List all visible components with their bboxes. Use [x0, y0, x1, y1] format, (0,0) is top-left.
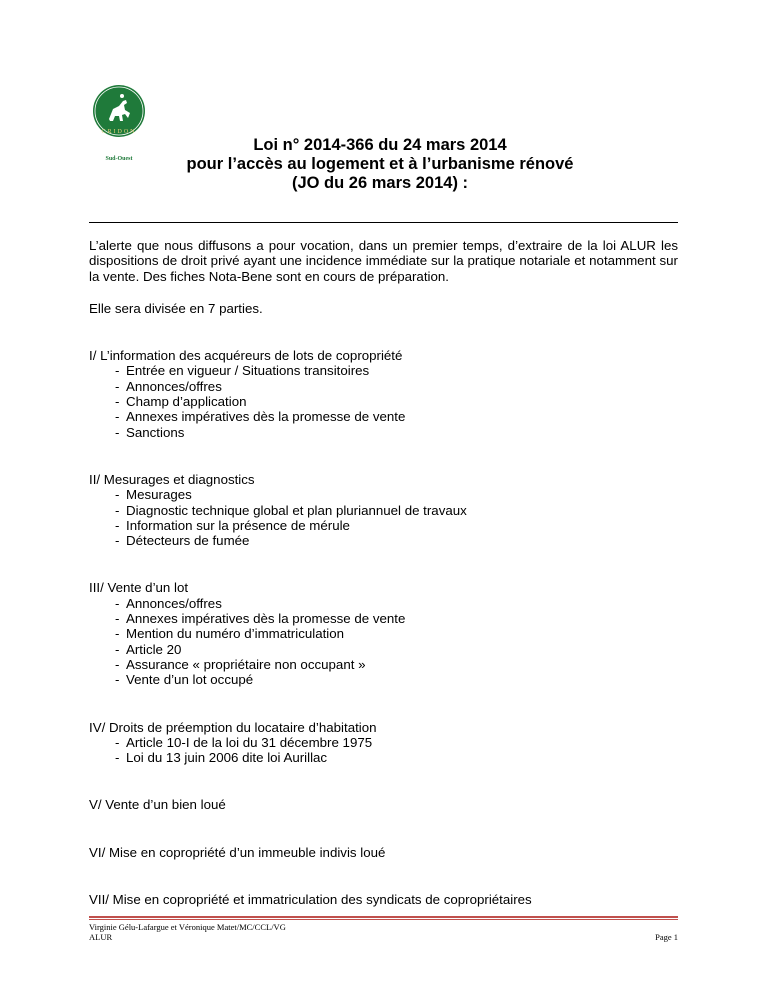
svg-text:CRIDON: CRIDON — [101, 129, 137, 135]
list-item: - Annexes impératives dès la promesse de vente — [89, 611, 678, 626]
section-3 — [89, 580, 678, 687]
list-item: - Annexes impératives dès la promesse de vente — [89, 409, 678, 424]
page-number: Page 1 — [655, 932, 678, 942]
section-5 — [89, 797, 678, 812]
title-line-2: pour l’accès au logement et à l’urbanisme rénové — [186, 155, 574, 173]
section-title: I/ L’information des acquéreurs de lots de copropriété — [89, 348, 403, 364]
section-title: IV/ Droits de préemption du locataire d’habitation — [89, 719, 377, 735]
logo-subtitle: Sud-Ouest — [105, 156, 133, 162]
title-divider — [89, 222, 678, 223]
footer-rule-thin — [89, 919, 678, 920]
list-item: - Information sur la présence de mérule — [89, 518, 678, 533]
section-title: VI/ Mise en copropriété d’un immeuble indivis loué — [89, 844, 386, 860]
list-item: - Mention du numéro d’immatriculation — [89, 626, 678, 641]
list-item: - Annonces/offres — [89, 379, 678, 394]
list-item: - Mesurages — [89, 487, 678, 502]
section-7 — [89, 892, 678, 907]
list-item: - Article 20 — [89, 642, 678, 657]
section-title: VII/ Mise en copropriété et immatriculation des syndicats de copropriétaires — [89, 892, 532, 908]
cridon-logo — [89, 83, 149, 162]
list-item: - Loi du 13 juin 2006 dite loi Aurillac — [89, 750, 678, 765]
section-title: III/ Vente d’un lot — [89, 580, 189, 596]
intro-paragraph: L’alerte que nous diffusons a pour vocation, dans un premier temps, d’extraire de la loi ALUR les dispositions de droit privé ayant une incidence immédiate sur la pratique notariale et notamment sur la vente. Des fiches Nota-Bene sont en cours de préparation. — [89, 238, 678, 284]
list-item: - Vente d’un lot occupé — [89, 672, 678, 687]
footer-rule — [89, 916, 678, 918]
list-item: - Détecteurs de fumée — [89, 533, 678, 548]
title-line-1: Loi n° 2014-366 du 24 mars 2014 — [253, 136, 507, 154]
title-line-3: (JO du 26 mars 2014) : — [291, 174, 469, 192]
list-item: - Entrée en vigueur / Situations transitoires — [89, 363, 678, 378]
section-title: V/ Vente d’un bien loué — [89, 797, 226, 813]
page-footer — [89, 922, 678, 942]
document-title — [150, 136, 610, 193]
section-2 — [89, 472, 678, 548]
list-item: - Annonces/offres — [89, 596, 678, 611]
section-4 — [89, 720, 678, 766]
section-title: II/ Mesurages et diagnostics — [89, 471, 255, 487]
footer-doc: ALUR — [89, 932, 113, 942]
list-item: - Champ d’application — [89, 394, 678, 409]
footer-authors: Virginie Gélu-Lafargue et Véronique Matet/MC/CCL/VG — [89, 922, 286, 932]
section-6 — [89, 845, 678, 860]
parts-note: Elle sera divisée en 7 parties. — [89, 300, 263, 316]
list-item: - Diagnostic technique global et plan pluriannuel de travaux — [89, 503, 678, 518]
section-1 — [89, 348, 678, 440]
document-body — [89, 238, 678, 907]
list-item: - Sanctions — [89, 425, 678, 440]
list-item: - Article 10-I de la loi du 31 décembre 1975 — [89, 735, 678, 750]
list-item: - Assurance « propriétaire non occupant » — [89, 657, 678, 672]
